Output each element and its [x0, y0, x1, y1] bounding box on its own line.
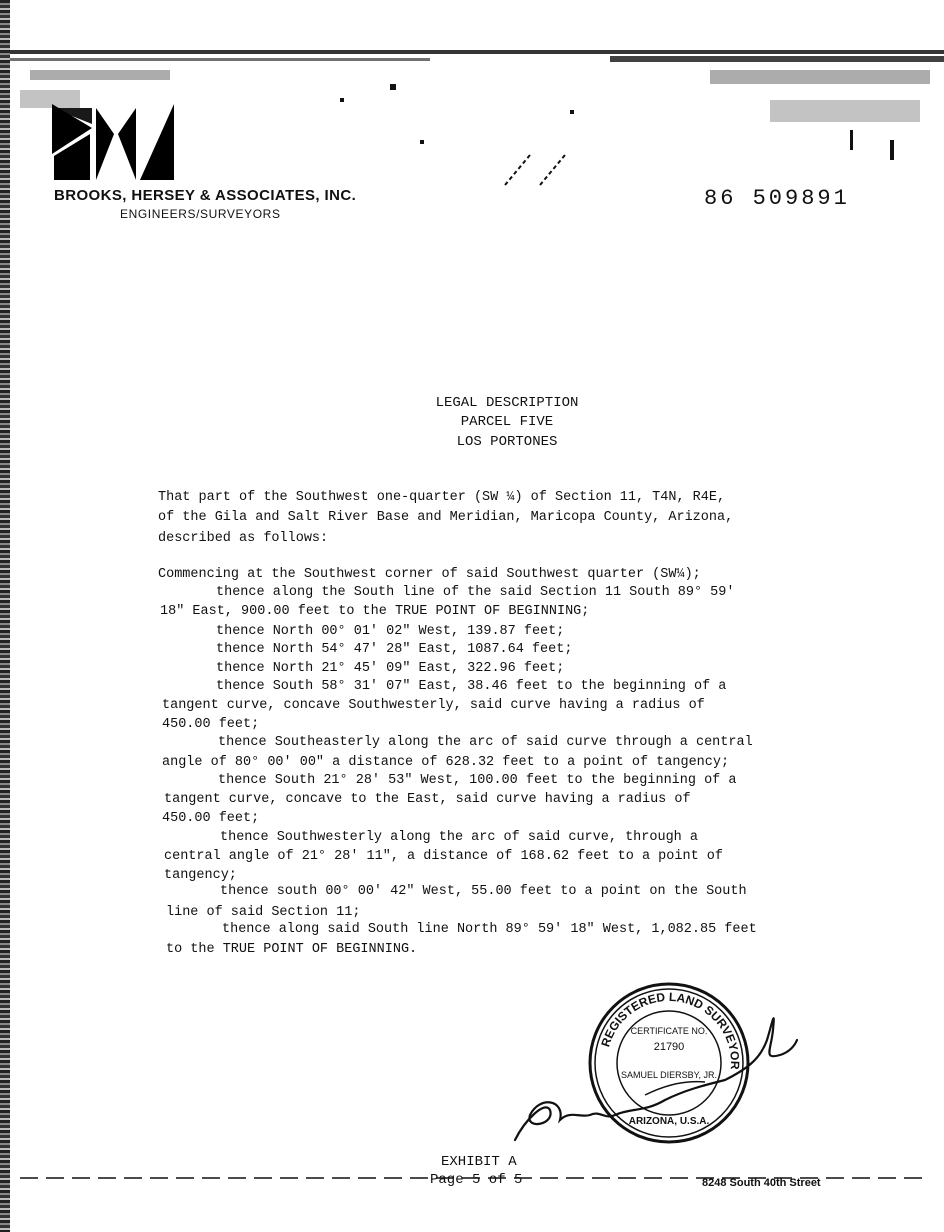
legal-description-line: thence Southwesterly along the arc of said curve, through a	[220, 830, 698, 845]
legal-description-line: thence South 58° 31' 07" East, 38.46 feet to the beginning of a	[216, 679, 727, 694]
legal-description-line: thence south 00° 00' 42" West, 55.00 feet to a point on the South	[220, 884, 747, 899]
legal-description-line: to the TRUE POINT OF BEGINNING.	[166, 942, 418, 957]
legal-description-line: 450.00 feet;	[162, 811, 260, 826]
legal-description-line: tangent curve, concave Southwesterly, said curve having a radius of	[162, 698, 705, 713]
page-number: Page 5 of 5	[430, 1172, 523, 1188]
subdivision-name: LOS PORTONES	[456, 434, 558, 450]
seal-state: ARIZONA, U.S.A.	[628, 1116, 710, 1127]
legal-description-line: That part of the Southwest one-quarter (SW ¼) of Section 11, T4N, R4E,	[158, 490, 726, 505]
legal-description-line: line of said Section 11;	[166, 905, 361, 920]
surveyor-signature	[505, 1000, 805, 1150]
legal-description-line: central angle of 21° 28' 11", a distance of 168.62 feet to a point of	[164, 849, 723, 864]
legal-description-line: thence South 21° 28' 53" West, 100.00 feet to the beginning of a	[218, 773, 737, 788]
company-logo	[52, 104, 176, 182]
seal-certificate-label: CERTIFICATE NO.	[630, 1026, 708, 1036]
legal-description-line: 18" East, 900.00 feet to the TRUE POINT OF BEGINNING;	[160, 604, 590, 619]
legal-description-line: thence along said South line North 89° 59' 18" West, 1,082.85 feet	[222, 922, 757, 937]
legal-description-line: angle of 80° 00' 00" a distance of 628.32 feet to a point of tangency;	[162, 755, 730, 770]
parcel-name: PARCEL FIVE	[460, 414, 554, 430]
document-title: LEGAL DESCRIPTION	[435, 395, 579, 411]
company-name: BROOKS, HERSEY & ASSOCIATES, INC.	[54, 187, 357, 204]
company-address: 8248 South 40th Street	[702, 1177, 821, 1189]
legal-description-line: described as follows:	[158, 531, 329, 546]
legal-description-line: thence Southeasterly along the arc of said curve through a central	[218, 735, 753, 750]
legal-description-line: tangent curve, concave to the East, said curve having a radius of	[164, 792, 691, 807]
company-subtitle: ENGINEERS/SURVEYORS	[120, 207, 281, 221]
legal-description-line: tangency;	[164, 868, 237, 883]
scan-edge	[0, 0, 10, 1232]
legal-description-line: thence North 21° 45' 09" East, 322.96 feet;	[216, 661, 565, 676]
seal-certificate-number: 21790	[653, 1041, 685, 1053]
legal-description-line: 450.00 feet;	[162, 717, 260, 732]
legal-description-line: thence North 54° 47' 28" East, 1087.64 feet;	[216, 642, 573, 657]
exhibit-label: EXHIBIT A	[441, 1154, 517, 1170]
legal-description-line: thence along the South line of the said Section 11 South 89° 59'	[216, 585, 735, 600]
document-number: 86 509891	[704, 186, 850, 211]
seal-ring-text: REGISTERED LAND SURVEYOR	[598, 989, 743, 1070]
scan-mark	[500, 150, 580, 190]
legal-description-line: Commencing at the Southwest corner of said Southwest quarter (SW¼);	[158, 567, 701, 582]
legal-description-line: of the Gila and Salt River Base and Meridian, Maricopa County, Arizona,	[158, 510, 734, 525]
legal-description-line: thence North 00° 01' 02" West, 139.87 feet;	[216, 624, 565, 639]
seal-surveyor-name: SAMUEL DIERSBY, JR.	[620, 1070, 718, 1080]
